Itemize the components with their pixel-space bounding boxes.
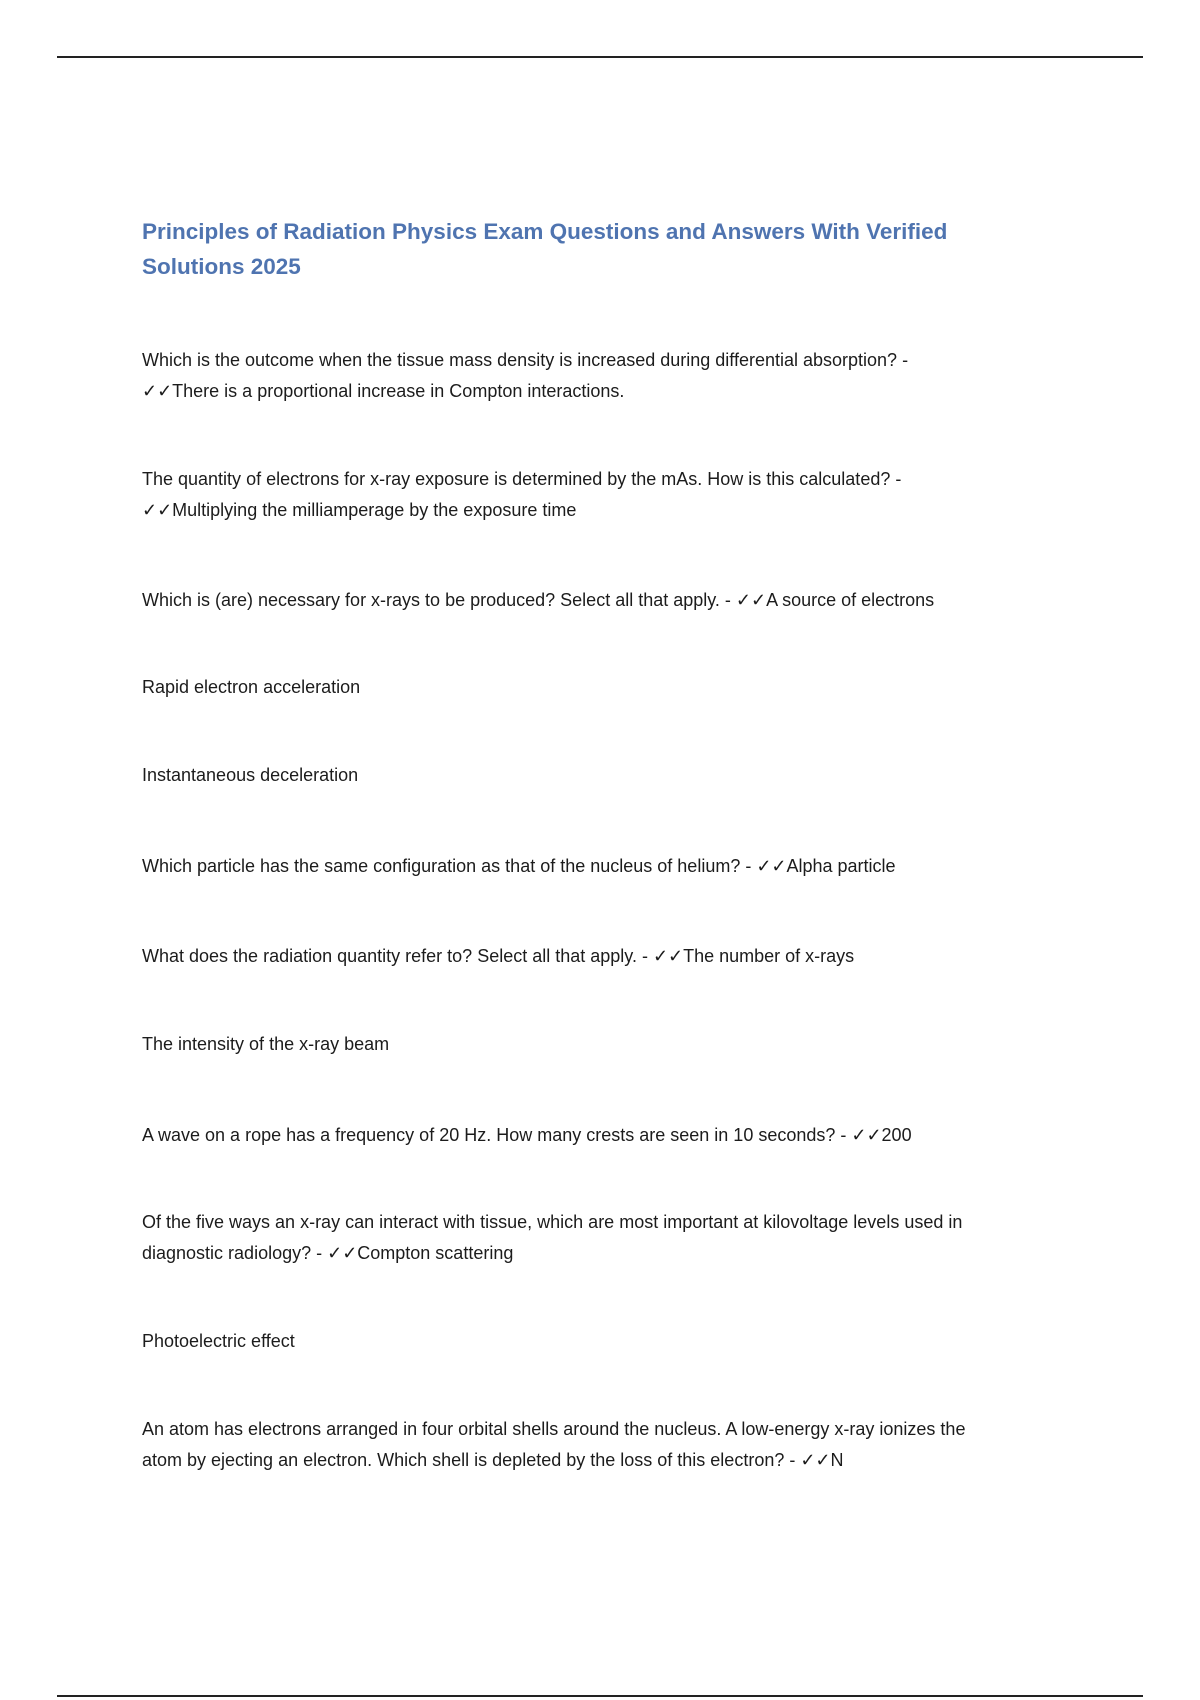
qa-paragraph-7 xyxy=(142,941,1072,972)
qa-paragraph-12 xyxy=(142,1414,1072,1476)
qa-paragraph-10 xyxy=(142,1207,1072,1269)
qa-10-question: Of the five ways an x-ray can interact with tissue, which are most important at kilovoltage levels used in xyxy=(142,1212,963,1232)
qa-5-text: Instantaneous deceleration xyxy=(142,765,359,785)
qa-12-answer: atom by ejecting an electron. Which shell is depleted by the loss of this electron? - ✓✓N xyxy=(142,1450,844,1470)
qa-7-text: What does the radiation quantity refer to? Select all that apply. - ✓✓The number of x-rays xyxy=(142,946,855,966)
qa-paragraph-6 xyxy=(142,851,1072,882)
qa-paragraph-2 xyxy=(142,464,1072,526)
qa-1-answer: ✓✓There is a proportional increase in Compton interactions. xyxy=(142,381,625,401)
qa-9-text: A wave on a rope has a frequency of 20 Hz. How many crests are seen in 10 seconds? - ✓✓200 xyxy=(142,1125,912,1145)
qa-11-text: Photoelectric effect xyxy=(142,1331,295,1351)
qa-paragraph-1 xyxy=(142,345,1072,407)
qa-paragraph-11 xyxy=(142,1326,1072,1357)
qa-8-text: The intensity of the x-ray beam xyxy=(142,1034,390,1054)
qa-paragraph-9 xyxy=(142,1120,1072,1151)
qa-6-text: Which particle has the same configuration as that of the nucleus of helium? - ✓✓Alpha particle xyxy=(142,856,896,876)
document-title-line-1: Principles of Radiation Physics Exam Questions and Answers With Verified xyxy=(142,219,948,244)
qa-paragraph-3 xyxy=(142,585,1072,616)
qa-3-text: Which is (are) necessary for x-rays to be produced? Select all that apply. - ✓✓A source of electrons xyxy=(142,590,935,610)
qa-paragraph-4 xyxy=(142,672,1072,703)
qa-2-question: The quantity of electrons for x-ray exposure is determined by the mAs. How is this calculated? - xyxy=(142,469,902,489)
qa-12-question: An atom has electrons arranged in four orbital shells around the nucleus. A low-energy x-ray ionizes the xyxy=(142,1419,966,1439)
qa-1-question: Which is the outcome when the tissue mass density is increased during differential absorption? - xyxy=(142,350,909,370)
qa-10-answer: diagnostic radiology? - ✓✓Compton scattering xyxy=(142,1243,514,1263)
qa-4-text: Rapid electron acceleration xyxy=(142,677,361,697)
document-title-line-2: Solutions 2025 xyxy=(142,254,301,279)
qa-paragraph-8 xyxy=(142,1029,1072,1060)
qa-2-answer: ✓✓Multiplying the milliamperage by the exposure time xyxy=(142,500,577,520)
document-title xyxy=(142,214,1042,284)
qa-paragraph-5 xyxy=(142,760,1072,791)
header-rule xyxy=(57,56,1143,58)
footer-rule xyxy=(57,1695,1143,1697)
